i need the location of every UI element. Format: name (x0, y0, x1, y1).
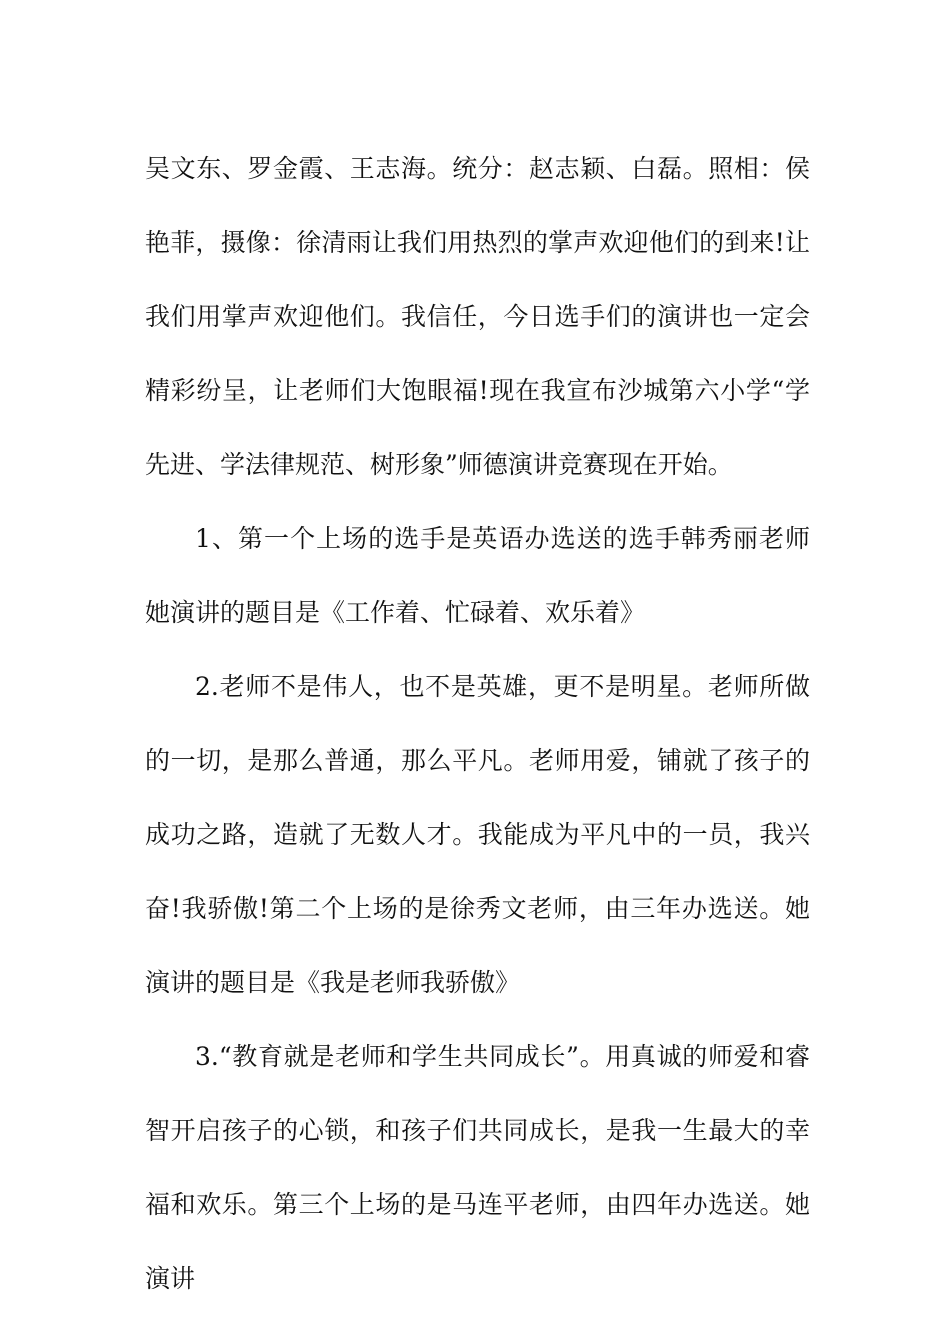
paragraph-item-2: 2.老师不是伟人，也不是英雄，更不是明星。老师所做的一切，是那么普通，那么平凡。老师用爱，铺就了孩子的成功之路，造就了无数人才。我能成为平凡中的一员，我兴奋!我骄傲!第二个上场的是徐秀文老师，由三年办选送。她演讲的题目是《我是老师我骄傲》 (145, 672, 810, 997)
paragraph-item-3: 3.“教育就是老师和学生共同成长”。用真诚的师爱和睿智开启孩子的心锁，和孩子们共同成长，是我一生最大的幸福和欢乐。第三个上场的是马连平老师，由四年办选送。她演讲 (145, 1042, 810, 1293)
paragraph-item-1: 1、第一个上场的选手是英语办选送的选手韩秀丽老师她演讲的题目是《工作着、忙碌着、欢乐着》 (145, 524, 810, 627)
document-body (145, 132, 810, 1316)
paragraph-intro: 吴文东、罗金霞、王志海。统分：赵志颖、白磊。照相：侯艳菲，摄像：徐清雨让我们用热烈的掌声欢迎他们的到来!让我们用掌声欢迎他们。我信任，今日选手们的演讲也一定会精彩纷呈，让老师们大饱眼福!现在我宣布沙城第六小学“学先进、学法律规范、树形象”师德演讲竞赛现在开始。 (145, 154, 810, 479)
